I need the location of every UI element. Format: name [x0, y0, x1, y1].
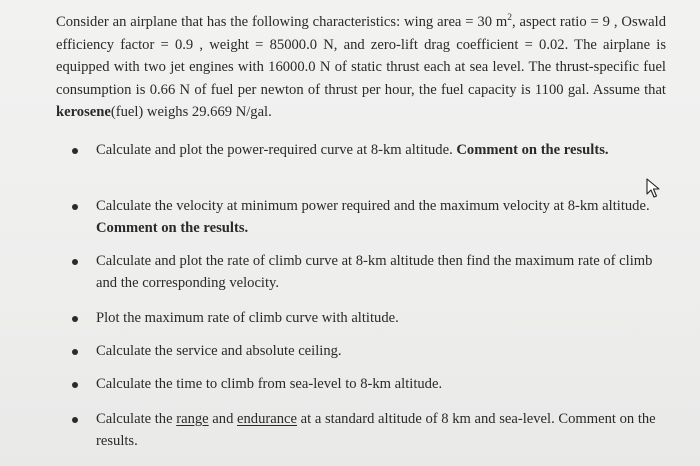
mouse-pointer-icon — [646, 178, 662, 203]
list-item-bold: Comment on the results. — [456, 142, 609, 158]
list-item-bold: Comment on the results. — [96, 220, 249, 237]
list-item — [84, 373, 662, 395]
list-item-text: at a standard altitude of 8 km and sea-level. Comment on the results. — [96, 411, 656, 450]
list-item — [84, 250, 662, 295]
problem-paragraph — [56, 11, 666, 124]
list-item-text: Calculate and plot the rate of climb curve at 8-km altitude then find the maximum rate of climb and the corresponding velocity. — [96, 253, 653, 292]
bullet-dot — [72, 417, 78, 423]
bullet-dot — [72, 148, 78, 154]
endurance-term: endurance — [237, 411, 297, 427]
list-item-text: Plot the maximum rate of climb curve with altitude. — [96, 310, 399, 326]
list-item-text: Calculate the service and absolute ceiling. — [96, 343, 342, 359]
problem-statement — [56, 11, 666, 124]
list-item-text: Calculate and plot the power-required curve at 8-km altitude. — [96, 142, 457, 158]
intro-text-2: , aspect ratio = 9 , Oswald efficiency factor = 0.9 , weight = 85000.0 N, and zero-lift drag coefficient = 0.02. The airplane is equipped with two jet engines with 16000.0 N of static thrust each at sea level. The thrust-specific fuel consumption is 0.66 N of fuel per newton of thrust per hour, the fuel capacity is 1100 gal. Assume that — [56, 14, 666, 98]
bullet-dot — [72, 316, 78, 322]
bullet-dot — [72, 204, 78, 210]
list-item — [84, 139, 662, 161]
superscript: 2 — [507, 13, 513, 23]
list-item — [84, 307, 662, 329]
bullet-dot — [72, 349, 78, 355]
list-item-text: Calculate the — [96, 411, 177, 427]
fuel-name-bold: kerosene — [56, 104, 111, 121]
list-item-text: and — [208, 411, 238, 427]
list-item-text: Calculate the time to climb from sea-level to 8-km altitude. — [96, 376, 443, 392]
list-item — [84, 408, 662, 453]
list-item — [84, 340, 662, 362]
range-term: range — [176, 411, 209, 427]
bullet-dot — [72, 382, 78, 388]
list-item-text: Calculate the velocity at minimum power required and the maximum velocity at 8-km altitude. — [96, 198, 650, 214]
intro-text-1: Consider an airplane that has the following characteristics: wing area = 30 m — [56, 14, 508, 30]
bullet-dot — [72, 259, 78, 265]
intro-text-3: (fuel) weighs 29.669 N/gal. — [110, 104, 272, 121]
list-item — [84, 195, 662, 240]
